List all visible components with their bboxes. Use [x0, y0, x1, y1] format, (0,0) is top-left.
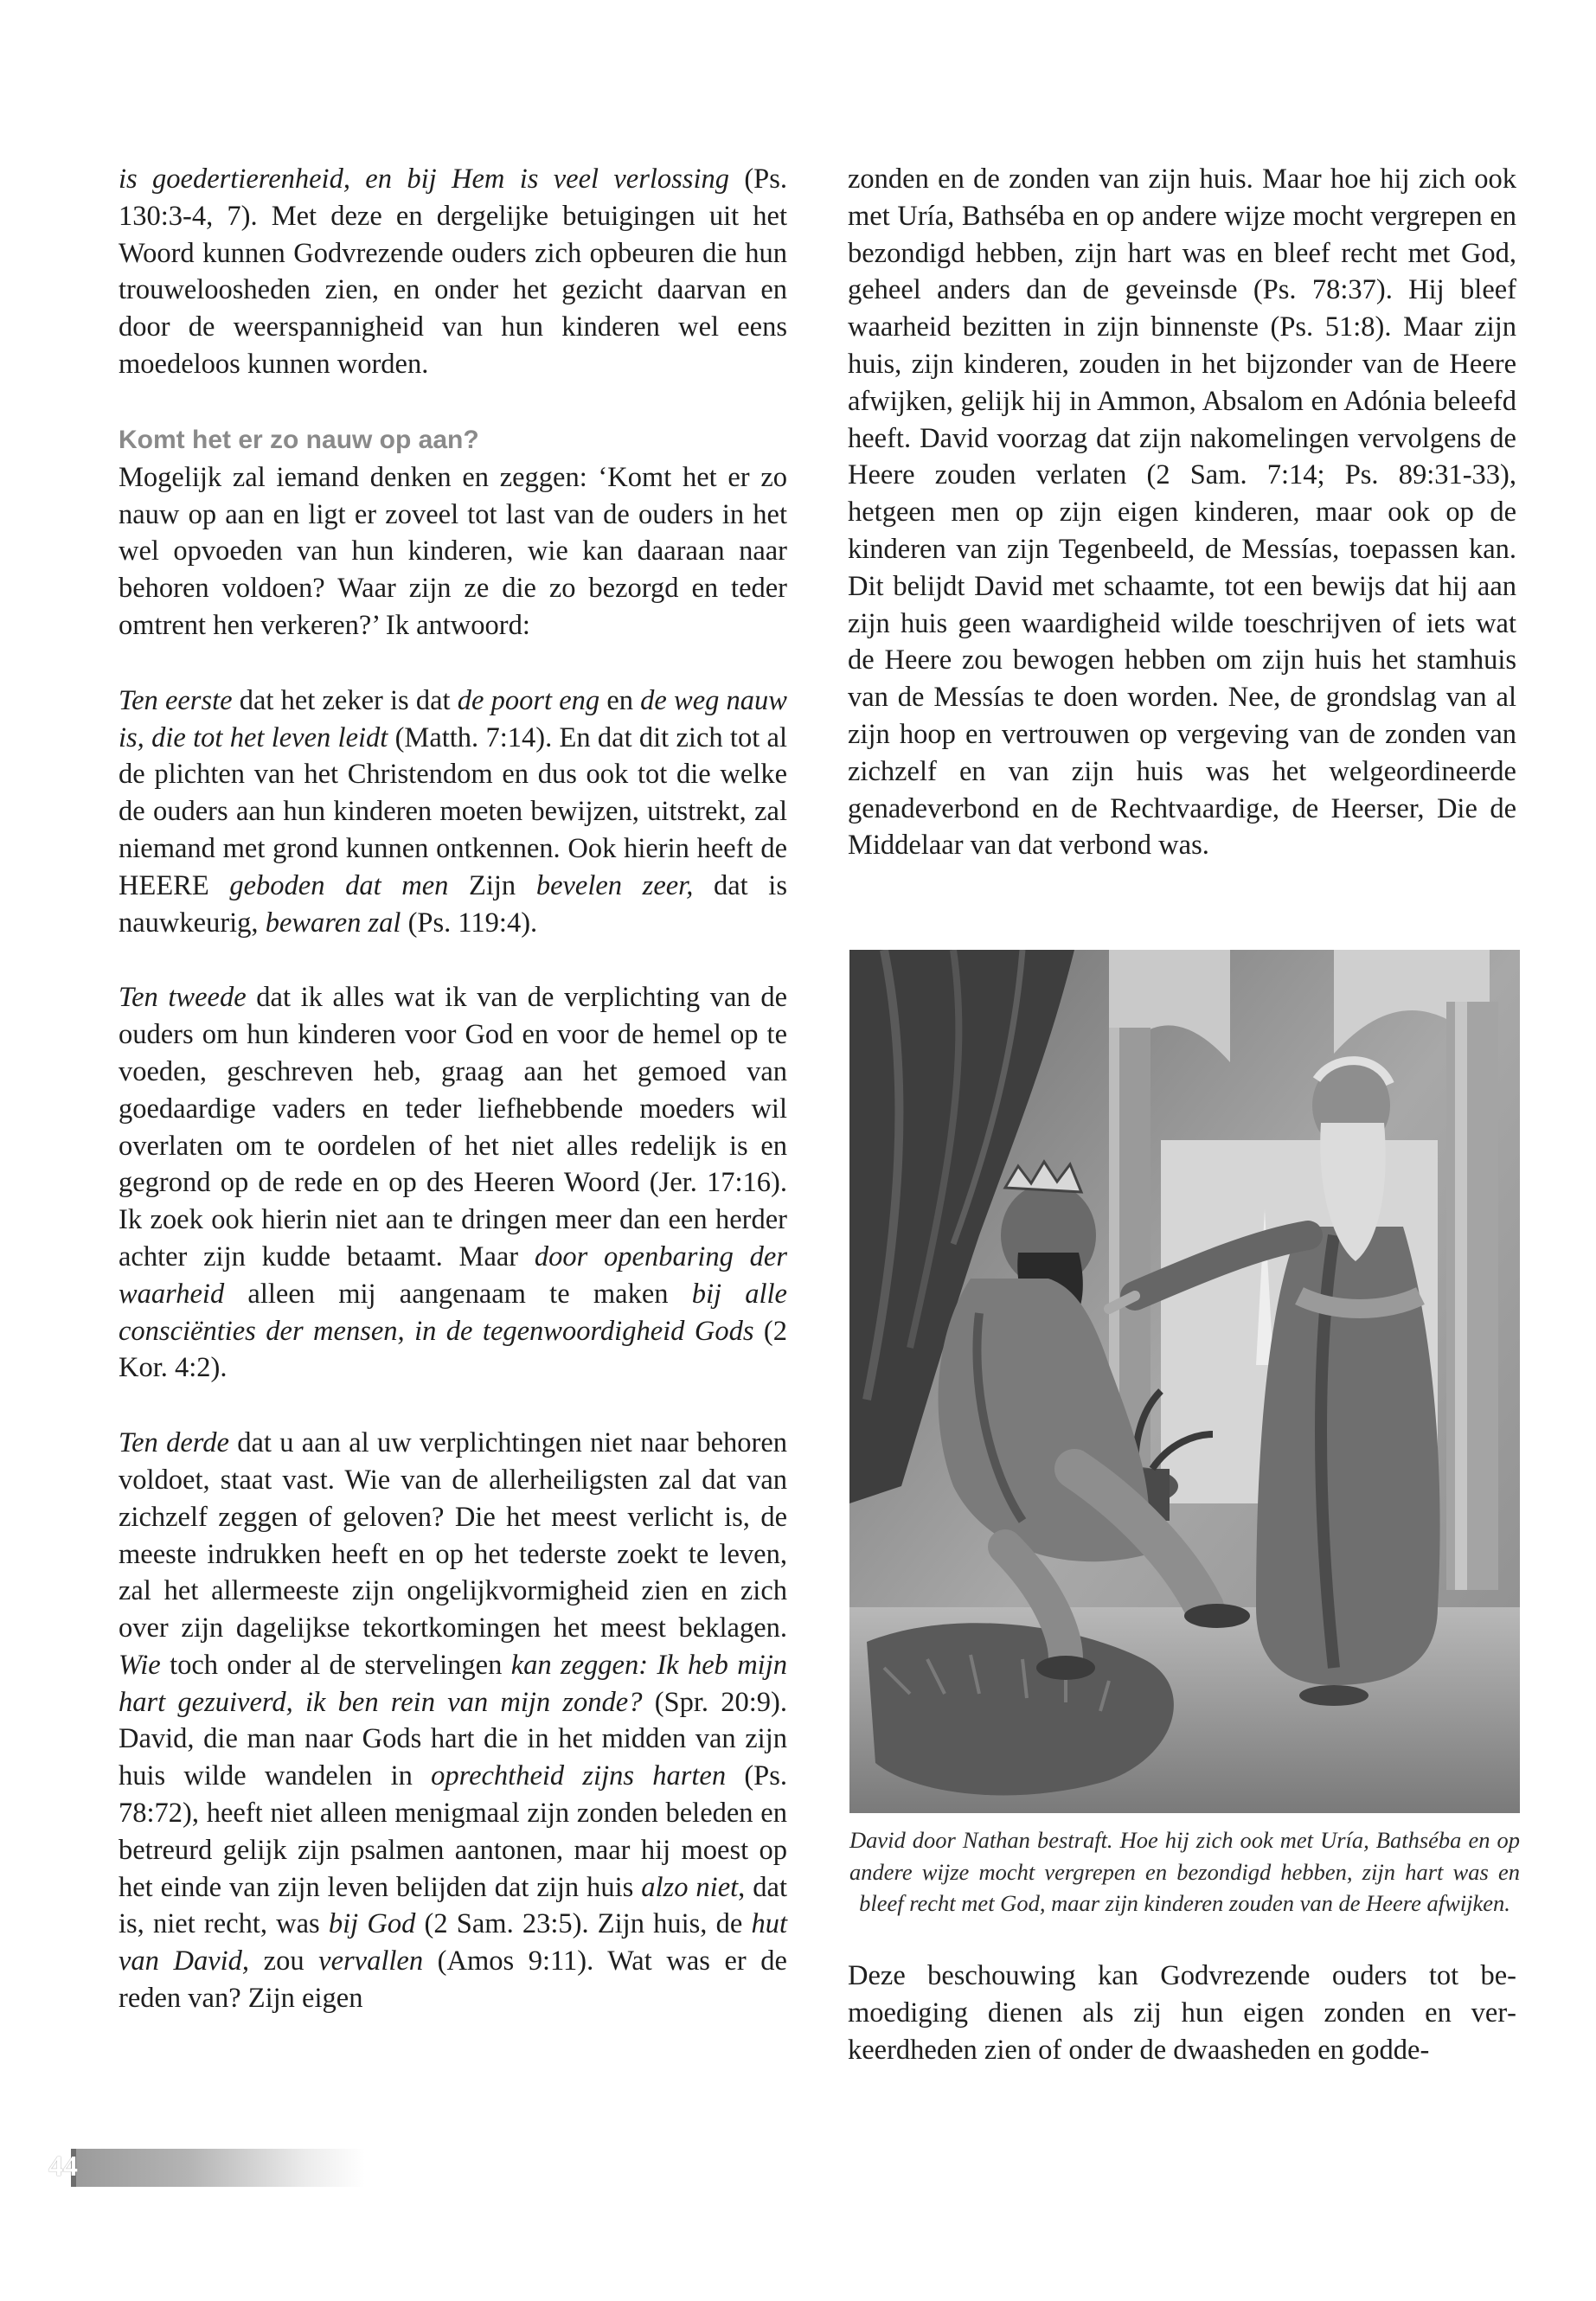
body-text: zou	[249, 1945, 319, 1977]
italic-quote: de poort eng	[457, 684, 600, 716]
paragraph-closing: Deze beschouwing kan Godvrezende ouders tot bemoediging dienen als zij hun eigen zonden en verkeerdheden zien of onder de dwaasheden en godde-	[848, 1960, 1516, 2066]
page-number: 44	[48, 2150, 78, 2182]
italic-quote: hut van David,	[119, 1908, 788, 1977]
body-text: dat is nauwkeurig,	[119, 869, 787, 939]
engraving-drawing	[849, 950, 1520, 1813]
right-column-tail	[848, 1958, 1516, 2068]
paragraph-question: Mogelijk zal iemand denken en zeggen: ‘Komt het er zo nauw op aan en ligt er zoveel tot last van de ouders in het wel opvoeden van hun kinderen, wie kan daaraan naar behoren voldoen? Waar zijn ze die zo bezorgd en teder omtrent hen verkeren?’ Ik antwoord:	[119, 461, 787, 641]
body-text: (2 Kor. 4:2).	[119, 1315, 788, 1384]
body-text: (Matth. 7:14). En dat dit zich tot al de plichten van het Christendom en dus ook tot die welke de ouders aan hun kinderen moeten bewijzen, uitstrekt, zal niemand met grond kunnen ontkennen. Ook hierin heeft de HEERE	[119, 721, 787, 901]
italic-quote: bevelen zeer,	[535, 869, 694, 901]
page-number-tab	[71, 2149, 365, 2187]
paragraph-third	[119, 1425, 787, 2017]
italic-lead: Ten derde	[119, 1427, 229, 1459]
italic-quote: geboden dat men	[229, 869, 449, 901]
italic-quote: alzo niet	[641, 1871, 739, 1903]
body-text: Zijn	[448, 869, 536, 901]
body-text: , dat is, niet recht, was	[119, 1871, 787, 1940]
italic-lead: Ten eerste	[119, 684, 233, 716]
paragraph-intro	[119, 161, 787, 383]
italic-quote: bewaren zal	[265, 907, 401, 939]
paragraph-second	[119, 979, 787, 1387]
body-text: (Ps. 78:72), heeft niet alleen menigmaal zijn zonden beleden en betreurd gelijk zijn psalmen aantonen, maar hij moest op het einde van zijn leven belijden dat zijn huis	[119, 1760, 788, 1903]
italic-quote: de weg nauw is, die tot het leven leidt	[119, 684, 787, 753]
figure-caption: David door Nathan bestraft. Hoe hij zich ook met Uría, Bathséba en op andere wijze mocht vergrepen en bezondigd hebben, zijn hart was en bleef recht met God, maar zijn kinderen zouden van de Heere afwijken.	[849, 1827, 1520, 1916]
body-text: (Ps. 130:3-4, 7). Met deze en dergelijke betuigingen uit het Woord kunnen Godvrezende ouders zich opbeuren die hun trouweloosheden zien, en onder het gezicht daarvan en door de weerspannigheid van hun kinderen wel eens moedeloos kunnen worden.	[119, 163, 788, 380]
italic-quote: Wie	[119, 1649, 161, 1681]
paragraph-first	[119, 683, 787, 942]
italic-quote: oprechtheid zijns harten	[431, 1760, 727, 1792]
body-text: (Amos 9:11). Wat was er de reden van? Zijn eigen	[119, 1945, 787, 2015]
body-text: (2 Sam. 23:5). Zijn huis, de	[415, 1908, 752, 1940]
italic-lead: Ten tweede	[119, 982, 247, 1014]
italic-quote: bij God	[328, 1908, 416, 1940]
italic-quote: bij alle consciënties der mensen, in de tegenwoordigheid Gods	[119, 1278, 787, 1347]
italic-quote: kan zeggen: Ik heb mijn hart gezuiverd, ik ben rein van mijn zonde?	[119, 1649, 787, 1718]
italic-quote: door openbaring der waarheid	[119, 1240, 787, 1310]
body-text: en	[599, 684, 641, 716]
body-text: alleen mij aangenaam te maken	[224, 1278, 692, 1310]
paragraph-continuation: zonden en de zonden van zijn huis. Maar hoe hij zich ook met Uría, Bathséba en op andere wijze mocht vergrepen en bezondigd hebben, zijn hart was en bleef recht met God, geheel anders dan de geveinsde (Ps. 78:37). Hij bleef waarheid bezitten in zijn binnenste (Ps. 51:8). Maar zijn huis, zijn kinderen, zouden in het bijzonder van de Heere afwijken, gelijk hij in Ammon, Absalom en Adónia beleefd heeft. David voorzag dat zijn nakomelingen vervolgens de Heere zouden verlaten (2 Sam. 7:14; Ps. 89:31-33), hetgeen men op zijn eigen kinderen, maar ook op de kinderen van zijn Tegenbeeld, de Messías, toepassen kan. Dit belijdt David met schaamte, tot een bewijs dat hij aan zijn huis geen waardigheid wilde toeschrijven of iets wat de Heere zou bewogen hebben om zijn huis het stamhuis van de Messías te doen worden. Nee, de grondslag van al zijn hoop en vertrouwen op vergeving van de zonden van zichzelf en van zijn huis was het welgeordineerde genadeverbond en de Rechtvaardige, de Heerser, Die de Middelaar van dat verbond was.	[848, 163, 1516, 862]
body-text: dat u aan al uw verplichtingen niet naar behoren voldoet, staat vast. Wie van de allerheiligsten zal dat van zichzelf zeggen of geloven? Die het meest verlicht is, de meeste indrukken heeft en op het tederste zoekt te leven, zal het allermeeste zijn ongelijkvormigheid zien en zich over zijn dagelijkse tekortkomingen het meest beklagen.	[119, 1427, 787, 1644]
body-text: (Ps. 119:4).	[401, 907, 538, 939]
italic-quote: is goedertierenheid, en bij Hem is veel verlossing	[119, 163, 729, 195]
body-text: dat ik alles wat ik van de verplichting van de ouders om hun kinderen voor God en voor de hemel op te voeden, geschreven heb, graag aan het gemoed van goedaardige vaders en teder liefhebbende moeders wil overlaten om te oordelen of het niet alles redelijk is en gegrond op de rede en op des Heeren Woord (Jer. 17:16). Ik zoek ook hierin niet aan te dringen meer dan een herder achter zijn kudde betaamt. Maar	[119, 982, 787, 1272]
section-subheading: Komt het er zo nauw op aan?	[119, 425, 479, 454]
body-text: (Spr. 20:9). David, die man naar Gods hart die in het midden van zijn huis wilde wandelen in	[119, 1686, 788, 1792]
body-text: toch onder al de stervelingen	[160, 1649, 511, 1681]
italic-quote: vervallen	[318, 1945, 424, 1977]
engraving-illustration	[849, 950, 1520, 1813]
left-column	[119, 161, 787, 2017]
right-column	[848, 161, 1516, 864]
body-text: dat het zeker is dat	[232, 684, 458, 716]
